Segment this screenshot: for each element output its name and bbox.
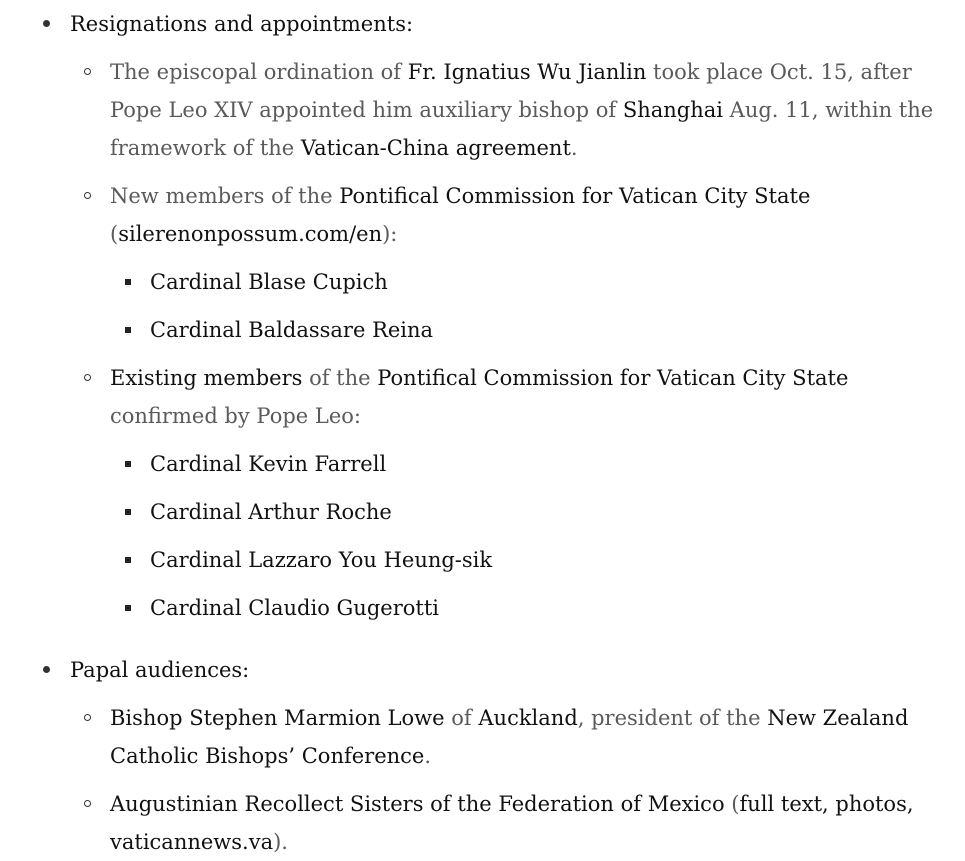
link[interactable]: Pontifical Commission for Vatican City State <box>377 366 849 390</box>
link[interactable]: silerenonpossum.com/en <box>118 222 383 246</box>
link[interactable]: Bishop Stephen Marmion Lowe <box>110 706 445 730</box>
sub-list-item: Cardinal Baldassare Reina <box>150 318 434 342</box>
bullet-circle-icon <box>84 800 91 807</box>
sub-list-item: Cardinal Lazzaro You Heung-sik <box>150 548 493 572</box>
bullet-square-icon <box>125 461 131 467</box>
bullet-square-icon <box>125 509 131 515</box>
section-heading: Resignations and appointments: <box>70 12 414 36</box>
list-item: The episcopal ordination of Fr. Ignatius Wu Jianlin took place Oct. 15, after <box>110 60 912 84</box>
bullet-square-icon <box>125 327 131 333</box>
bullet-circle-icon <box>84 68 91 75</box>
link[interactable]: Fr. Ignatius Wu Jianlin <box>407 60 647 84</box>
bullet-square-icon <box>125 605 131 611</box>
sub-list-item: Cardinal Kevin Farrell <box>150 452 387 476</box>
link[interactable]: Catholic Bishops’ Conference <box>110 744 425 768</box>
bullet-circle-icon <box>84 374 91 381</box>
link[interactable]: New Zealand <box>767 706 909 730</box>
list-item: Existing members of the Pontifical Commission for Vatican City State <box>110 366 849 390</box>
bullet-disc-icon <box>43 20 50 27</box>
sub-list-item: Cardinal Arthur Roche <box>150 500 392 524</box>
sub-list-item: Cardinal Blase Cupich <box>150 270 388 294</box>
bullet-circle-icon <box>84 192 91 199</box>
bullet-square-icon <box>125 557 131 563</box>
list-item: Augustinian Recollect Sisters of the Federation of Mexico (full text, photos, <box>110 792 914 816</box>
bullet-square-icon <box>125 279 131 285</box>
list-item: New members of the Pontifical Commission for Vatican City State <box>110 184 811 208</box>
bullet-circle-icon <box>84 714 91 721</box>
link[interactable]: Augustinian Recollect Sisters of the Federation of Mexico <box>110 792 725 816</box>
section-heading: Papal audiences: <box>70 658 250 682</box>
link[interactable]: Vatican-China agreement <box>300 136 571 160</box>
bullet-disc-icon <box>43 666 50 673</box>
link[interactable]: Pontifical Commission for Vatican City State <box>339 184 811 208</box>
link[interactable]: full text, photos, <box>739 792 914 816</box>
list-item: Bishop Stephen Marmion Lowe of Auckland, president of the New Zealand <box>110 706 909 730</box>
sub-list-item: Cardinal Claudio Gugerotti <box>150 596 439 620</box>
link[interactable]: Existing members <box>110 366 303 390</box>
link[interactable]: vaticannews.va <box>110 830 274 854</box>
link[interactable]: Shanghai <box>622 98 723 122</box>
link[interactable]: Auckland <box>478 706 578 730</box>
